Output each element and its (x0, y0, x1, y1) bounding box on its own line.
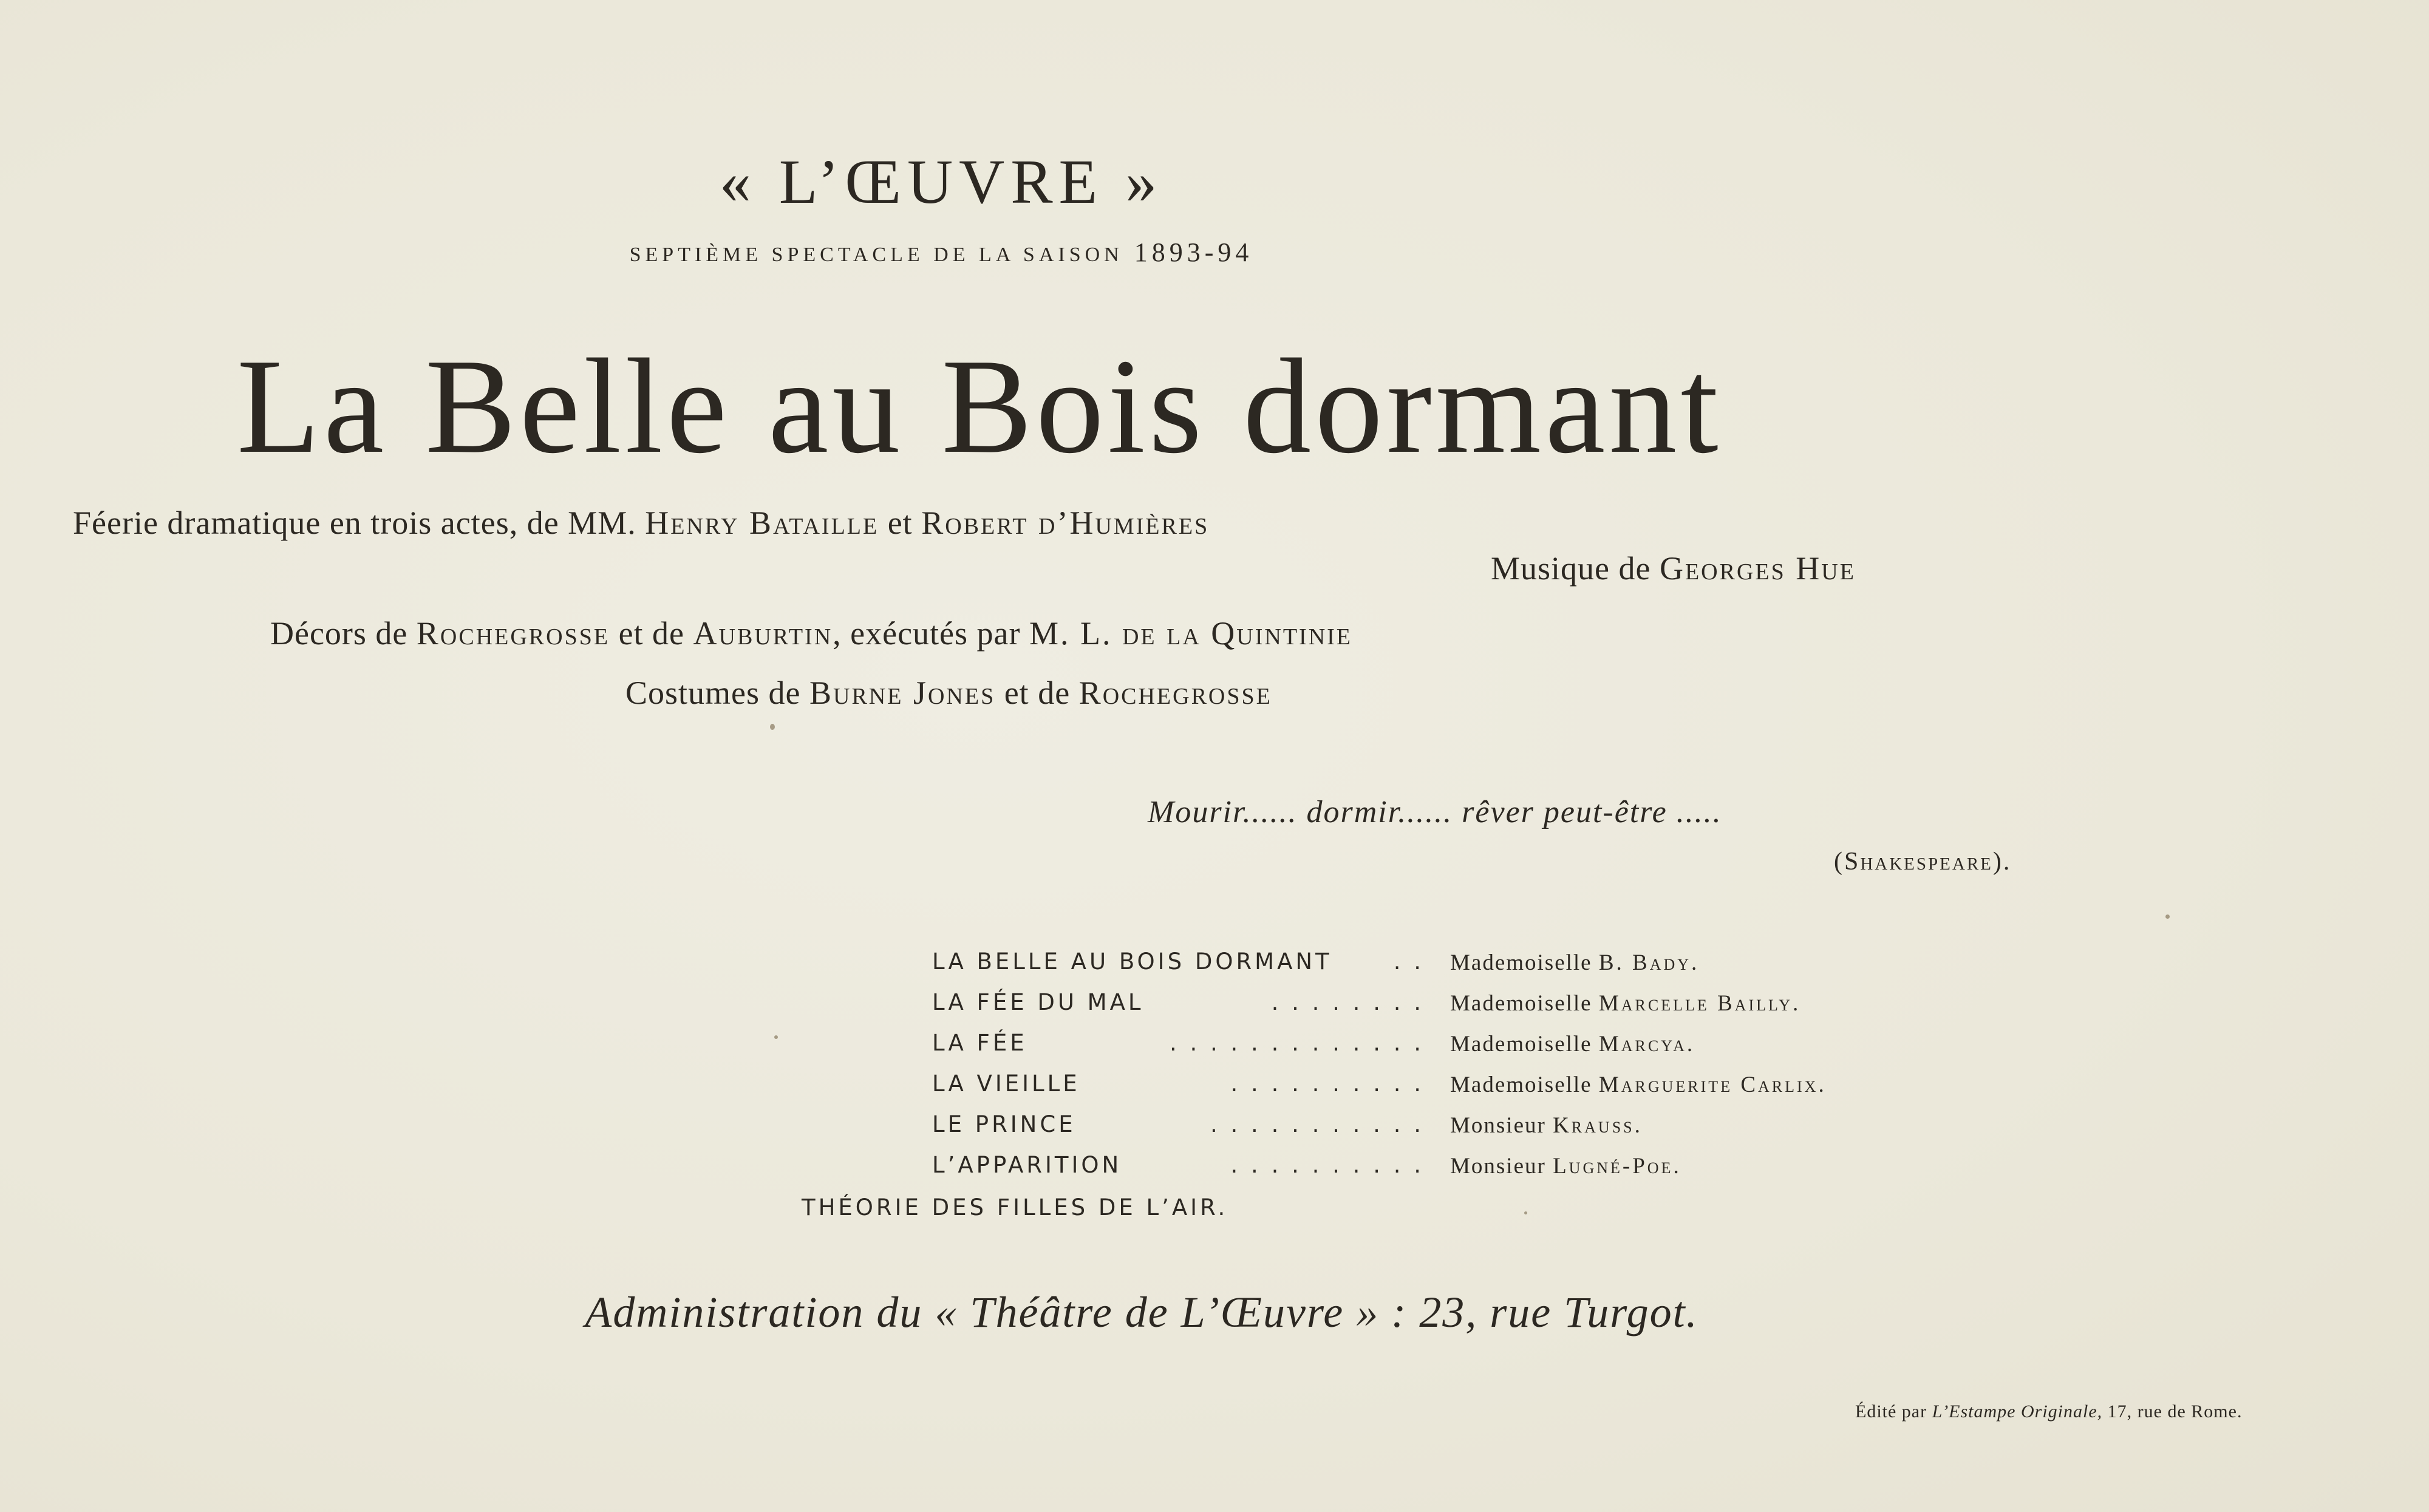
play-title: La Belle au Bois dormant (237, 331, 1722, 482)
epigraph-paren-close: ). (1992, 848, 2012, 876)
decor-mid: et de (618, 615, 685, 652)
author-bataille: Henry Bataille (645, 505, 879, 541)
decor-prefix: Décors de (270, 615, 408, 652)
cast-role: LA FÉE (932, 1030, 1027, 1056)
epigraph-author (1834, 847, 2011, 876)
actor-honorific: Mademoiselle (1450, 1032, 1592, 1057)
costume-artist-burne-jones: Burne Jones (809, 675, 996, 711)
costume-mid: et de (1004, 675, 1071, 711)
actor-name: Marcelle Bailly. (1598, 991, 1801, 1016)
publisher-name: L’Estampe Originale, (1932, 1401, 2103, 1422)
cast-role: LA BELLE AU BOIS DORMANT (932, 948, 1332, 975)
actor-honorific: Monsieur (1450, 1113, 1546, 1138)
actor-name: B. Bady. (1598, 950, 1700, 975)
cast-actor (1450, 990, 1800, 1017)
actor-honorific: Mademoiselle (1450, 1072, 1592, 1097)
epigraph-quote: Mourir...... dormir...... rêver peut-être ..... (1148, 795, 1722, 829)
paper-speck (770, 724, 775, 730)
cast-actor (1450, 1072, 1827, 1098)
composer-name: Georges Hue (1659, 550, 1856, 587)
cast-role: LA FÉE DU MAL (932, 989, 1144, 1015)
publisher-address: 17, rue de Rome. (2107, 1401, 2243, 1422)
actor-name: Lugné-Poe. (1553, 1154, 1681, 1179)
epigraph-paren-open: ( (1834, 848, 1844, 876)
actor-name: Marguerite Carlix. (1598, 1072, 1827, 1097)
theatre-name: « L’ŒUVRE » (719, 147, 1163, 217)
paper-speck (774, 1035, 778, 1039)
season-year: 1893-94 (1134, 237, 1253, 267)
decor-executor: M. L. de la Quintinie (1029, 615, 1353, 652)
authors-prefix: Féerie dramatique en trois actes, de MM. (73, 505, 636, 541)
cast-role: LA VIEILLE (932, 1071, 1080, 1097)
actor-honorific: Mademoiselle (1450, 950, 1592, 975)
paper-speck (2165, 914, 2170, 919)
cast-actor (1450, 1112, 1643, 1139)
actor-name: Krauss. (1553, 1113, 1643, 1138)
costume-artist-rochegrosse: Rochegrosse (1078, 675, 1272, 711)
credit-authors (73, 504, 1209, 542)
author-humieres: Robert d’Humières (921, 505, 1210, 541)
administration-address: Administration du « Théâtre de L’Œuvre » : 23, rue Turgot. (585, 1288, 1698, 1337)
music-prefix: Musique de (1491, 550, 1651, 587)
playbill-page: « L’ŒUVRE » SEPTIÈME SPECTACLE DE LA SAISON 1893-94 La Belle au Bois dormant Féerie dramatique en trois actes, de MM. Henry Bataille et Robert d’Humières Musique de Georges Hue Décors de Rochegrosse et de Auburtin, exécutés par M. L. de la Quintinie Costumes de Burne Jones et de Rochegrosse Mourir...... dormir...... rêver peut-être ..... (Shakespeare). LA BELLE AU BOIS DORMANT . . Mademoiselle B. Bady. LA FÉE DU MAL . . . . . . . . Mademoiselle Marcelle Bailly. LA FÉE . . . . . . . . . . . . . Mademoiselle Marcya. LA VIEILLE . . . . . . . . . . Mademoiselle Marguerite Carlix. LE PRINCE . . . . . . . . . . . Monsieur Krauss. L’APPARITION . . . . . . . . . . Monsieur Lugné-Poe. THÉORIE DES FILLES DE L’AIR. Administration du « Théâtre de L’Œuvre » : 23, rue Turgot. Édité par L’Estampe Originale, 17, rue de Rome. (0, 0, 2429, 1512)
publisher-imprint (1855, 1401, 2242, 1422)
credit-decor (270, 615, 1352, 652)
actor-honorific: Mademoiselle (1450, 991, 1592, 1016)
costume-prefix: Costumes de (625, 675, 801, 711)
decor-exec: , exécutés par (833, 615, 1021, 652)
publisher-prefix: Édité par (1855, 1401, 1927, 1422)
cast-actor (1450, 1031, 1695, 1057)
decor-artist-auburtin: Auburtin (693, 615, 833, 652)
credit-costumes (625, 674, 1272, 712)
season-line (0, 237, 1882, 268)
cast-actor (1450, 950, 1699, 976)
credit-music (1491, 550, 1856, 587)
epigraph-author-name: Shakespeare (1844, 848, 1993, 876)
cast-role: LE PRINCE (932, 1111, 1076, 1137)
cast-actor (1450, 1153, 1681, 1179)
paper-speck (1524, 1211, 1527, 1214)
season-prefix: SEPTIÈME SPECTACLE DE LA SAISON (629, 243, 1123, 266)
cast-role: L’APPARITION (932, 1152, 1122, 1178)
actor-honorific: Monsieur (1450, 1154, 1546, 1179)
chorus-line: THÉORIE DES FILLES DE L’AIR. (802, 1194, 1228, 1221)
decor-artist-rochegrosse: Rochegrosse (416, 615, 610, 652)
authors-conjunction: et (887, 505, 913, 541)
actor-name: Marcya. (1598, 1032, 1695, 1057)
